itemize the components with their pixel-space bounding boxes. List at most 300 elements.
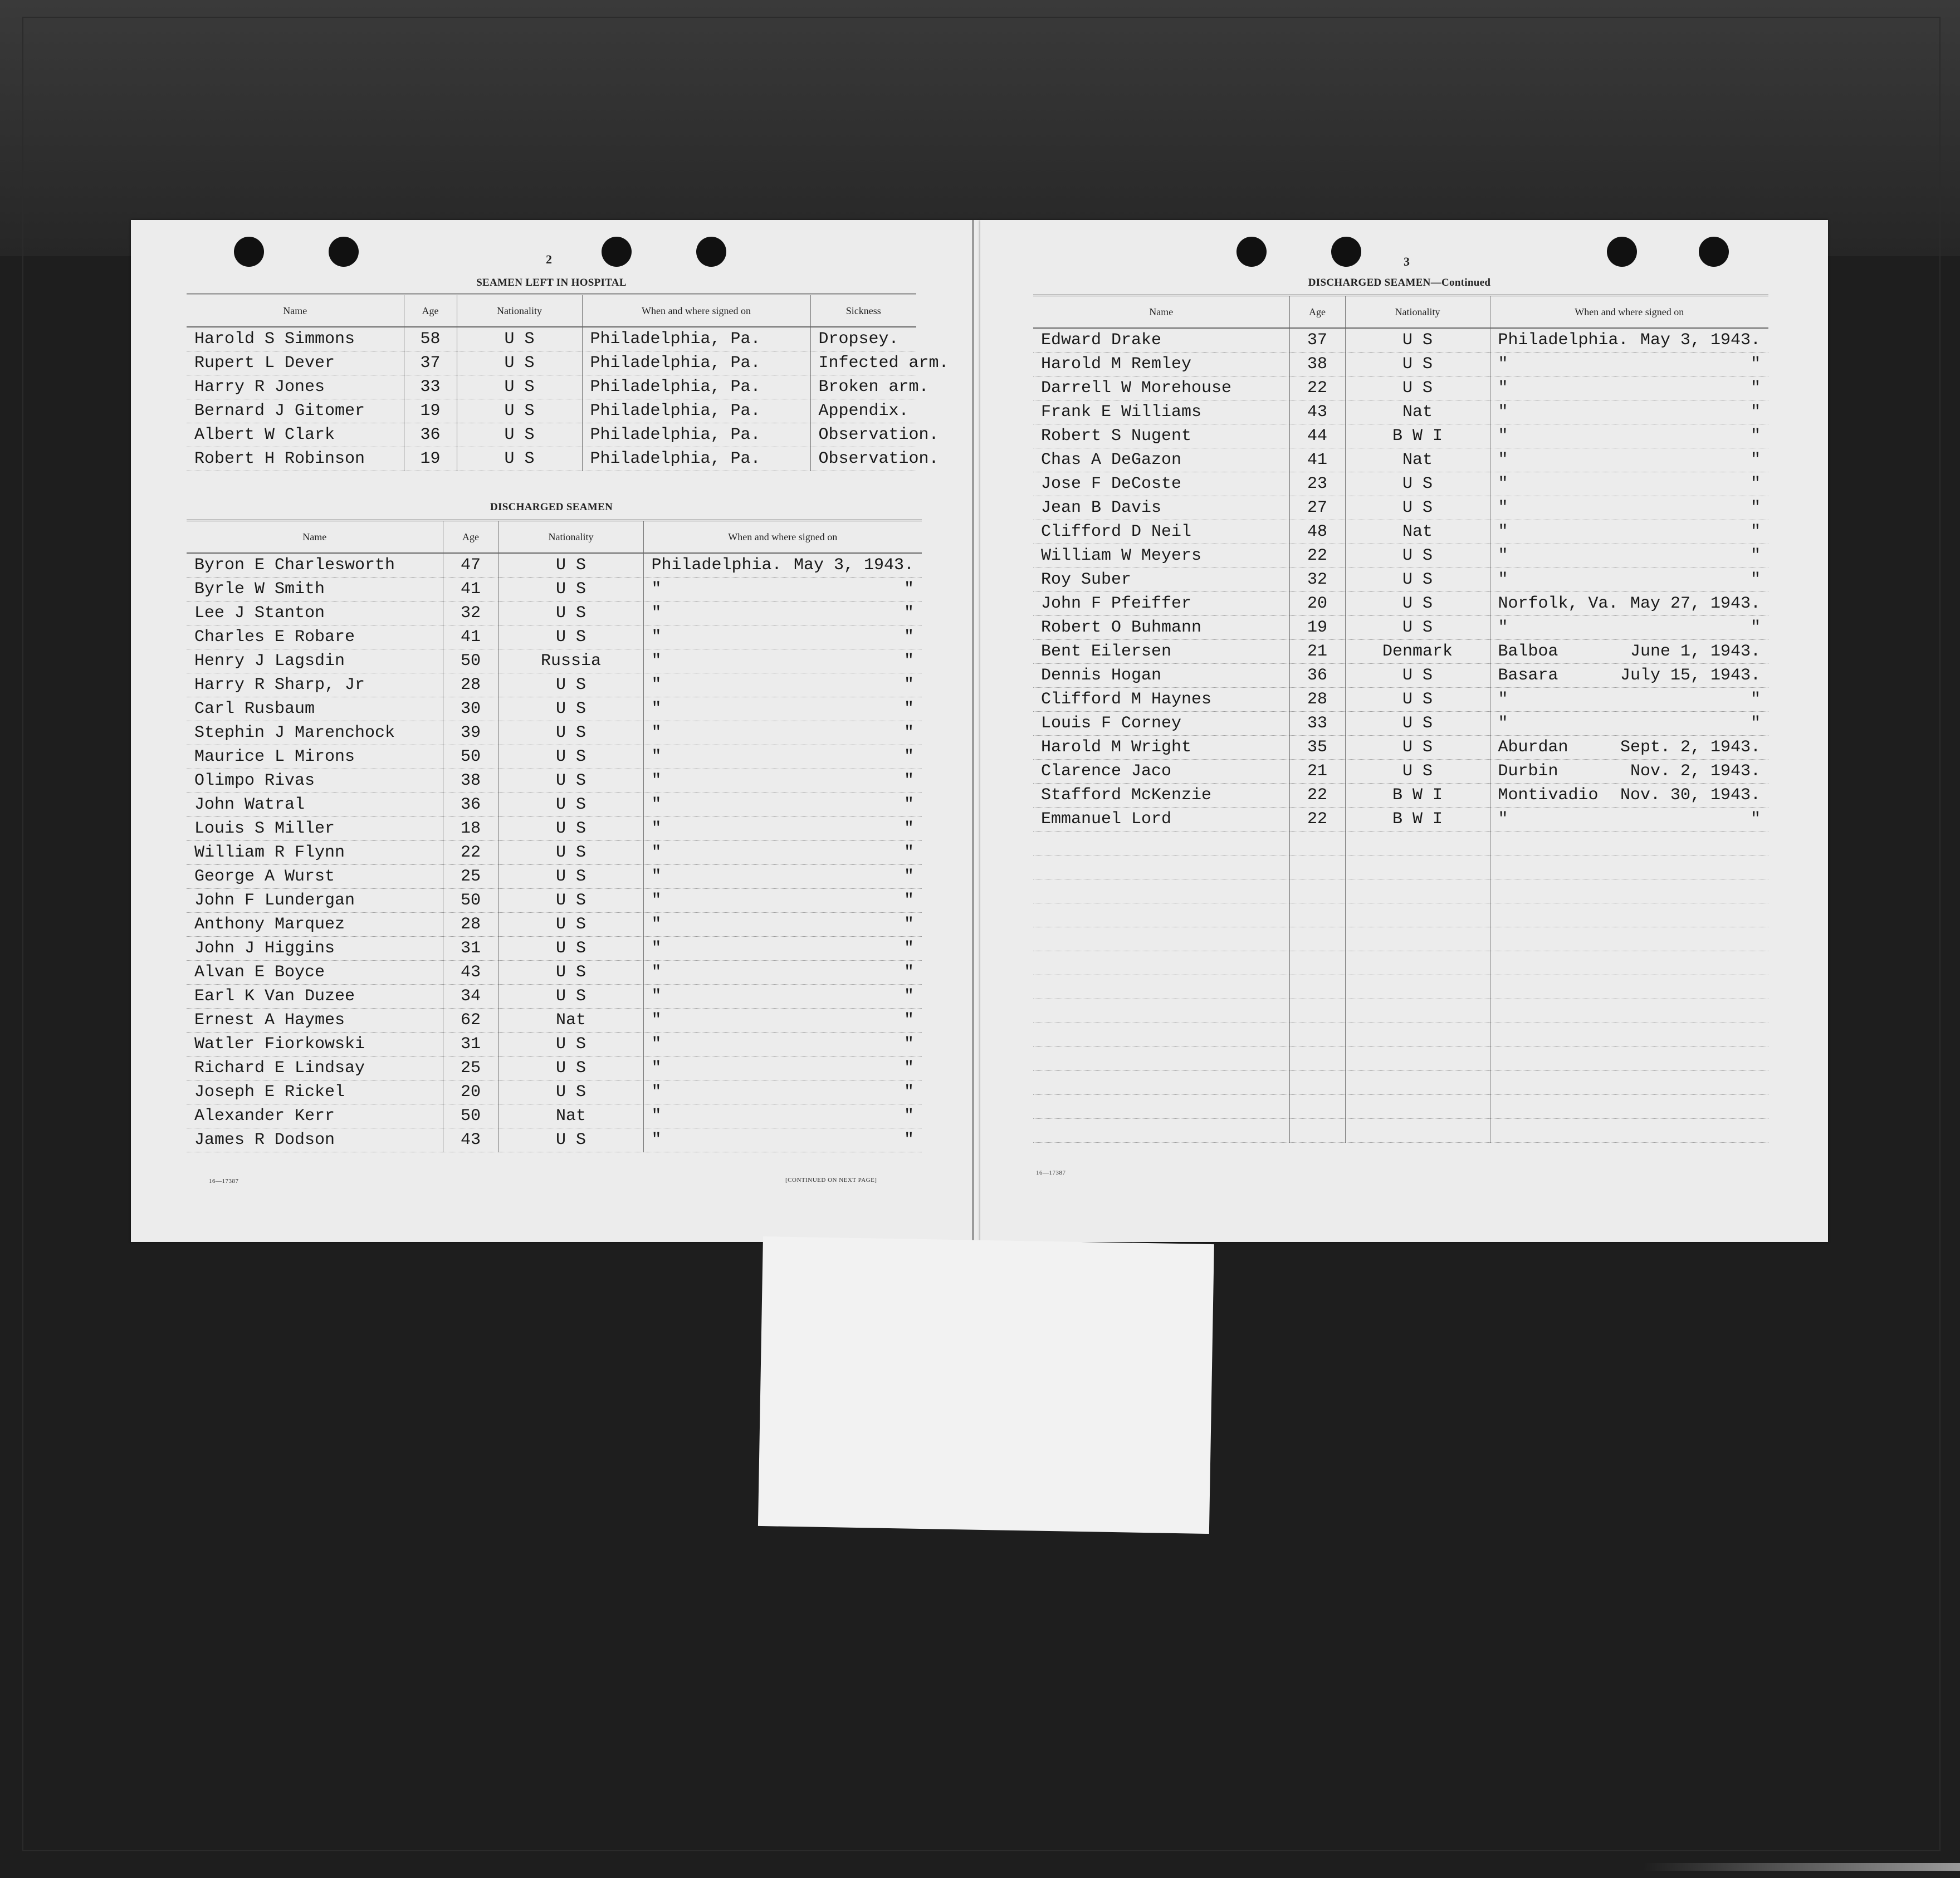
seaman-name: Robert O Buhmann xyxy=(1033,616,1289,640)
seaman-name: Harold M Wright xyxy=(1033,736,1289,760)
signed-on-split xyxy=(1498,546,1767,565)
section-title-text: DISCHARGED SEAMEN xyxy=(1308,277,1431,288)
signed-on-split xyxy=(1498,355,1767,374)
blank-cell xyxy=(1490,903,1768,927)
seaman-age: 20 xyxy=(1289,592,1345,616)
seaman-age: 20 xyxy=(443,1080,498,1104)
signed-on-place: " xyxy=(1498,427,1508,446)
blank-cell xyxy=(1345,879,1490,903)
signed-on-place: Philadelphia, Pa. xyxy=(582,447,810,471)
signed-on-date: " xyxy=(903,819,914,838)
signed-on-place: " xyxy=(651,795,662,814)
seaman-nationality: U S xyxy=(457,447,582,471)
seaman-age: 41 xyxy=(443,578,498,601)
blank-cell xyxy=(1289,903,1345,927)
signed-on-cell xyxy=(1490,424,1768,448)
seaman-nationality: U S xyxy=(498,721,643,745)
signed-on-place: " xyxy=(651,843,662,862)
signed-on-place: " xyxy=(651,1011,662,1030)
col-header-name: Name xyxy=(1033,296,1289,329)
seaman-name: Harold M Remley xyxy=(1033,353,1289,376)
signed-on-place: " xyxy=(651,700,662,718)
signed-on-cell xyxy=(643,1009,922,1033)
seaman-nationality: U S xyxy=(498,1033,643,1057)
seaman-name: John J Higgins xyxy=(187,937,443,961)
page-number: 3 xyxy=(1404,255,1410,268)
blank-cell xyxy=(1033,1071,1289,1095)
signed-on-cell xyxy=(1490,808,1768,832)
seaman-age: 39 xyxy=(443,721,498,745)
seaman-name: Henry J Lagsdin xyxy=(187,649,443,673)
table-row xyxy=(187,601,922,625)
signed-on-date: " xyxy=(903,747,914,766)
seaman-name: Byron E Charlesworth xyxy=(187,553,443,578)
table-row xyxy=(1033,520,1768,544)
signed-on-place: " xyxy=(651,771,662,790)
blank-cell xyxy=(1345,999,1490,1023)
blank-cell xyxy=(1289,832,1345,855)
signed-on-date: " xyxy=(903,628,914,647)
signed-on-split xyxy=(652,1107,920,1126)
seaman-nationality: U S xyxy=(1345,328,1490,353)
signed-on-date: " xyxy=(1750,570,1761,589)
seaman-name: Bernard J Gitomer xyxy=(187,399,404,423)
table-row xyxy=(1033,353,1768,376)
signed-on-date: " xyxy=(1750,690,1761,709)
col-header-age: Age xyxy=(404,295,457,327)
seaman-nationality: U S xyxy=(498,553,643,578)
signed-on-cell xyxy=(643,1080,922,1104)
seaman-age: 36 xyxy=(404,423,457,447)
seaman-nationality: U S xyxy=(457,327,582,351)
seaman-nationality: U S xyxy=(1345,376,1490,400)
signed-on-split xyxy=(652,700,920,718)
signed-on-date: " xyxy=(903,771,914,790)
signed-on-cell xyxy=(643,745,922,769)
signed-on-place: " xyxy=(651,604,662,623)
signed-on-cell xyxy=(1490,760,1768,784)
seaman-name: Louis S Miller xyxy=(187,817,443,841)
signed-on-place: " xyxy=(651,652,662,671)
seaman-nationality: U S xyxy=(1345,736,1490,760)
blank-cell xyxy=(1345,1023,1490,1047)
signed-on-split xyxy=(652,628,920,647)
signed-on-place: Philadelphia. xyxy=(651,556,782,575)
sickness: Dropsey. xyxy=(810,327,916,351)
blank-cell xyxy=(1490,1071,1768,1095)
signed-on-split xyxy=(652,795,920,814)
table-row xyxy=(187,1080,922,1104)
signed-on-date: " xyxy=(903,580,914,599)
punch-hole-icon xyxy=(329,237,359,267)
signed-on-cell xyxy=(643,1104,922,1128)
seaman-name: Byrle W Smith xyxy=(187,578,443,601)
signed-on-cell xyxy=(643,649,922,673)
seaman-name: James R Dodson xyxy=(187,1128,443,1152)
signed-on-cell xyxy=(643,961,922,985)
blank-cell xyxy=(1289,1023,1345,1047)
table-row xyxy=(1033,760,1768,784)
signed-on-cell xyxy=(643,817,922,841)
seaman-name: Richard E Lindsay xyxy=(187,1057,443,1080)
signed-on-cell xyxy=(643,865,922,889)
table-row xyxy=(187,1057,922,1080)
signed-on-place: " xyxy=(1498,810,1508,829)
seaman-age: 32 xyxy=(1289,568,1345,592)
seaman-age: 28 xyxy=(1289,688,1345,712)
signed-on-place: Philadelphia, Pa. xyxy=(582,399,810,423)
seaman-nationality: U S xyxy=(1345,712,1490,736)
signed-on-cell xyxy=(1490,544,1768,568)
signed-on-place: Balboa xyxy=(1498,642,1558,661)
blank-cell xyxy=(1345,1071,1490,1095)
seaman-age: 47 xyxy=(443,553,498,578)
table-row xyxy=(187,841,922,865)
signed-on-split xyxy=(652,1059,920,1078)
blank-cell xyxy=(1033,1023,1289,1047)
seaman-nationality: U S xyxy=(498,697,643,721)
col-header-signed-on: When and where signed on xyxy=(582,295,810,327)
seaman-age: 30 xyxy=(443,697,498,721)
signed-on-place: " xyxy=(651,580,662,599)
signed-on-split xyxy=(652,843,920,862)
signed-on-cell xyxy=(643,913,922,937)
seaman-age: 25 xyxy=(443,865,498,889)
section-title-discharged: DISCHARGED SEAMEN xyxy=(490,501,613,513)
punch-hole-icon xyxy=(602,237,632,267)
blank-row xyxy=(1033,1047,1768,1071)
signed-on-cell xyxy=(643,793,922,817)
signed-on-date: " xyxy=(903,1035,914,1054)
seaman-name: Anthony Marquez xyxy=(187,913,443,937)
signed-on-split xyxy=(652,723,920,742)
seaman-nationality: U S xyxy=(498,913,643,937)
table-row xyxy=(1033,784,1768,808)
signed-on-split xyxy=(1498,666,1767,685)
seaman-nationality: U S xyxy=(1345,496,1490,520)
signed-on-place: " xyxy=(651,676,662,695)
signed-on-place: " xyxy=(651,891,662,910)
signed-on-split xyxy=(1498,522,1767,541)
punch-hole-icon xyxy=(1607,237,1637,267)
seaman-age: 19 xyxy=(1289,616,1345,640)
seaman-age: 31 xyxy=(443,1033,498,1057)
seaman-nationality: U S xyxy=(457,351,582,375)
signed-on-date: " xyxy=(903,604,914,623)
blank-cell xyxy=(1289,1095,1345,1119)
blank-cell xyxy=(1345,832,1490,855)
signed-on-split xyxy=(1498,498,1767,517)
signed-on-date: May 3, 1943. xyxy=(793,556,914,575)
signed-on-split xyxy=(1498,618,1767,637)
seaman-name: Frank E Williams xyxy=(1033,400,1289,424)
seaman-nationality: U S xyxy=(1345,592,1490,616)
signed-on-cell xyxy=(1490,784,1768,808)
seaman-age: 21 xyxy=(1289,640,1345,664)
signed-on-place: " xyxy=(651,939,662,958)
blank-cell xyxy=(1289,975,1345,999)
seaman-nationality: U S xyxy=(498,889,643,913)
blank-cell xyxy=(1033,927,1289,951)
seaman-name: Ernest A Haymes xyxy=(187,1009,443,1033)
signed-on-place: Basara xyxy=(1498,666,1558,685)
section-title-suffix: —Continued xyxy=(1430,277,1491,288)
seaman-nationality: U S xyxy=(498,578,643,601)
col-header-signed-on: When and where signed on xyxy=(643,521,922,554)
blank-cell xyxy=(1490,951,1768,975)
blank-cell xyxy=(1490,1047,1768,1071)
blank-cell xyxy=(1345,951,1490,975)
signed-on-split xyxy=(652,580,920,599)
seaman-nationality: U S xyxy=(498,961,643,985)
seaman-age: 33 xyxy=(1289,712,1345,736)
table-row xyxy=(187,673,922,697)
seaman-name: Harold S Simmons xyxy=(187,327,404,351)
blank-cell xyxy=(1033,1047,1289,1071)
signed-on-cell xyxy=(643,578,922,601)
signed-on-split xyxy=(652,604,920,623)
seaman-name: Rupert L Dever xyxy=(187,351,404,375)
seaman-nationality: U S xyxy=(1345,353,1490,376)
seaman-age: 23 xyxy=(1289,472,1345,496)
seaman-nationality: Russia xyxy=(498,649,643,673)
table-row xyxy=(1033,376,1768,400)
signed-on-split xyxy=(652,963,920,982)
blank-row xyxy=(1033,832,1768,855)
blank-row xyxy=(1033,903,1768,927)
signed-on-split xyxy=(1498,810,1767,829)
form-number: 16—17387 xyxy=(209,1178,239,1185)
seaman-nationality: U S xyxy=(1345,664,1490,688)
signed-on-place: " xyxy=(1498,546,1508,565)
signed-on-place: " xyxy=(1498,570,1508,589)
signed-on-cell xyxy=(1490,448,1768,472)
col-header-sickness: Sickness xyxy=(810,295,916,327)
signed-on-date: " xyxy=(1750,427,1761,446)
page-number: 2 xyxy=(546,252,552,266)
signed-on-place: " xyxy=(1498,379,1508,398)
signed-on-place: " xyxy=(651,628,662,647)
seaman-nationality: B W I xyxy=(1345,784,1490,808)
signed-on-split xyxy=(652,819,920,838)
signed-on-split xyxy=(1498,451,1767,470)
signed-on-split xyxy=(1498,570,1767,589)
signed-on-date: " xyxy=(1750,546,1761,565)
seaman-nationality: B W I xyxy=(1345,424,1490,448)
blank-row xyxy=(1033,1119,1768,1143)
signed-on-date: Sept. 2, 1943. xyxy=(1620,738,1761,757)
table-row xyxy=(187,817,922,841)
discharged-table-right xyxy=(1033,295,1768,1143)
signed-on-date: " xyxy=(1750,498,1761,517)
table-row xyxy=(187,937,922,961)
blank-row xyxy=(1033,879,1768,903)
signed-on-cell xyxy=(643,553,922,578)
signed-on-cell xyxy=(1490,353,1768,376)
seaman-nationality: B W I xyxy=(1345,808,1490,832)
blank-row xyxy=(1033,1095,1768,1119)
seaman-age: 21 xyxy=(1289,760,1345,784)
signed-on-split xyxy=(652,915,920,934)
signed-on-place: Philadelphia, Pa. xyxy=(582,327,810,351)
seaman-nationality: U S xyxy=(1345,472,1490,496)
signed-on-date: " xyxy=(1750,403,1761,422)
table-row xyxy=(187,423,916,447)
signed-on-place: " xyxy=(651,987,662,1006)
table-row xyxy=(1033,424,1768,448)
col-header-nationality: Nationality xyxy=(457,295,582,327)
seaman-age: 43 xyxy=(1289,400,1345,424)
seaman-name: Jose F DeCoste xyxy=(1033,472,1289,496)
blank-cell xyxy=(1289,879,1345,903)
sickness: Appendix. xyxy=(810,399,916,423)
signed-on-date: " xyxy=(903,891,914,910)
seaman-name: Stephin J Marenchock xyxy=(187,721,443,745)
signed-on-place: Philadelphia, Pa. xyxy=(582,351,810,375)
seaman-name: Darrell W Morehouse xyxy=(1033,376,1289,400)
blank-cell xyxy=(1490,1119,1768,1143)
seaman-name: Joseph E Rickel xyxy=(187,1080,443,1104)
signed-on-place: " xyxy=(1498,451,1508,470)
sickness: Broken arm. xyxy=(810,375,916,399)
seaman-age: 41 xyxy=(443,625,498,649)
signed-on-split xyxy=(652,1011,920,1030)
form-number: 16—17387 xyxy=(1036,1170,1066,1176)
blank-cell xyxy=(1289,999,1345,1023)
signed-on-date: July 15, 1943. xyxy=(1620,666,1761,685)
signed-on-place: " xyxy=(651,1107,662,1126)
blank-cell xyxy=(1345,975,1490,999)
seaman-nationality: Nat xyxy=(1345,448,1490,472)
seaman-name: Alexander Kerr xyxy=(187,1104,443,1128)
table-row xyxy=(1033,328,1768,353)
signed-on-split xyxy=(652,771,920,790)
seaman-name: John Watral xyxy=(187,793,443,817)
signed-on-date: Nov. 2, 1943. xyxy=(1630,762,1761,781)
table-row xyxy=(187,1128,922,1152)
seaman-age: 35 xyxy=(1289,736,1345,760)
table-row xyxy=(187,697,922,721)
blank-cell xyxy=(1345,1095,1490,1119)
blank-cell xyxy=(1345,1047,1490,1071)
seaman-nationality: U S xyxy=(457,423,582,447)
blank-cell xyxy=(1490,1095,1768,1119)
blank-cell xyxy=(1289,927,1345,951)
signed-on-cell xyxy=(1490,520,1768,544)
blank-cell xyxy=(1289,1047,1345,1071)
signed-on-cell xyxy=(643,625,922,649)
seaman-age: 37 xyxy=(404,351,457,375)
signed-on-cell xyxy=(643,985,922,1009)
seaman-age: 19 xyxy=(404,447,457,471)
seaman-age: 36 xyxy=(443,793,498,817)
seaman-name: Olimpo Rivas xyxy=(187,769,443,793)
discharged-table-left xyxy=(187,520,922,1152)
page-fold xyxy=(972,220,974,1242)
signed-on-place: Philadelphia, Pa. xyxy=(582,375,810,399)
signed-on-place: " xyxy=(651,819,662,838)
signed-on-split xyxy=(1498,379,1767,398)
signed-on-place: " xyxy=(651,1083,662,1102)
seaman-age: 43 xyxy=(443,961,498,985)
table-row xyxy=(187,1033,922,1057)
table-row xyxy=(1033,592,1768,616)
seaman-nationality: U S xyxy=(498,1057,643,1080)
table-row xyxy=(1033,688,1768,712)
seaman-name: Stafford McKenzie xyxy=(1033,784,1289,808)
seaman-age: 50 xyxy=(443,649,498,673)
signed-on-split xyxy=(1498,331,1767,350)
seaman-age: 32 xyxy=(443,601,498,625)
seaman-name: Edward Drake xyxy=(1033,328,1289,353)
signed-on-date: " xyxy=(903,987,914,1006)
col-header-age: Age xyxy=(443,521,498,554)
signed-on-cell xyxy=(1490,712,1768,736)
signed-on-place: " xyxy=(1498,498,1508,517)
blank-cell xyxy=(1289,855,1345,879)
seaman-age: 50 xyxy=(443,889,498,913)
table-row xyxy=(1033,640,1768,664)
signed-on-place: " xyxy=(1498,475,1508,493)
section-title-hospital: SEAMEN LEFT IN HOSPITAL xyxy=(476,277,627,288)
signed-on-split xyxy=(652,652,920,671)
seaman-name: Bent Eilersen xyxy=(1033,640,1289,664)
seaman-name: Louis F Corney xyxy=(1033,712,1289,736)
seaman-name: Robert H Robinson xyxy=(187,447,404,471)
signed-on-split xyxy=(652,891,920,910)
signed-on-date: June 1, 1943. xyxy=(1630,642,1761,661)
signed-on-split xyxy=(1498,475,1767,493)
punch-hole-icon xyxy=(1699,237,1729,267)
signed-on-cell xyxy=(643,769,922,793)
seaman-age: 22 xyxy=(1289,376,1345,400)
signed-on-cell xyxy=(643,1057,922,1080)
signed-on-date: May 3, 1943. xyxy=(1640,331,1761,350)
signed-on-split xyxy=(652,1131,920,1150)
seaman-age: 22 xyxy=(1289,808,1345,832)
blank-cell xyxy=(1033,999,1289,1023)
blank-cell xyxy=(1033,951,1289,975)
table-row xyxy=(1033,544,1768,568)
table-row xyxy=(187,327,916,351)
signed-on-place: " xyxy=(1498,618,1508,637)
seaman-name: Harry R Sharp, Jr xyxy=(187,673,443,697)
table-row xyxy=(187,769,922,793)
signed-on-place: " xyxy=(1498,355,1508,374)
blank-row xyxy=(1033,951,1768,975)
seaman-age: 34 xyxy=(443,985,498,1009)
signed-on-split xyxy=(1498,594,1767,613)
signed-on-split xyxy=(1498,786,1767,805)
col-header-name: Name xyxy=(187,521,443,554)
table-row xyxy=(187,985,922,1009)
seaman-nationality: U S xyxy=(1345,568,1490,592)
signed-on-date: " xyxy=(1750,379,1761,398)
signed-on-date: " xyxy=(903,723,914,742)
table-row xyxy=(187,913,922,937)
seaman-nationality: U S xyxy=(498,1080,643,1104)
seaman-nationality: U S xyxy=(498,625,643,649)
seaman-nationality: Nat xyxy=(498,1009,643,1033)
signed-on-date: " xyxy=(1750,618,1761,637)
table-row xyxy=(1033,712,1768,736)
table-row xyxy=(187,351,916,375)
blank-cell xyxy=(1033,855,1289,879)
seaman-name: Alvan E Boyce xyxy=(187,961,443,985)
signed-on-cell xyxy=(1490,328,1768,353)
signed-on-cell xyxy=(1490,568,1768,592)
signed-on-date: " xyxy=(903,676,914,695)
